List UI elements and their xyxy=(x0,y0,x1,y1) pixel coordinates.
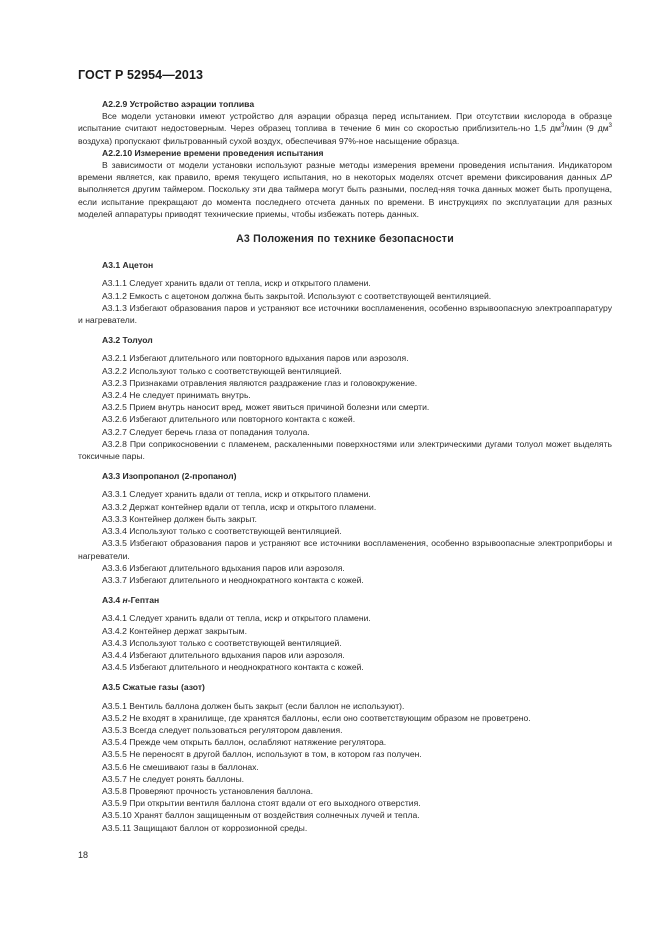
list-item: А3.2.1 Избегают длительного или повторного вдыхания паров или аэрозоля. xyxy=(102,353,409,364)
subsection-heading-a33: А3.3 Изопропанол (2-пропанол) xyxy=(102,471,237,482)
list-item: А3.5.4 Прежде чем открыть баллон, ослабляют натяжение регулятора. xyxy=(102,737,387,748)
list-item: А3.2.7 Следует беречь глаза от попадания толуола. xyxy=(102,426,310,437)
list-item: А3.1.2 Емкость с ацетоном должна быть закрытой. Используют с соответствующей вентиляцией. xyxy=(102,290,492,301)
list-item: А3.3.5 Избегают образования паров и устраняют все источники воспламенения, особенно взрывоопасные электроприборы и нагреватели. xyxy=(78,538,612,561)
list-item: А3.2.4 Не следует принимать внутрь. xyxy=(102,390,251,401)
list-item: А3.4.4 Избегают длительного вдыхания паров или аэрозоля. xyxy=(102,649,345,660)
list-item: А3.4.1 Следует хранить вдали от тепла, искр и открытого пламени. xyxy=(102,613,371,624)
list-item: А3.5.7 Не следует ронять баллоны. xyxy=(102,773,245,784)
list-item: А3.5.1 Вентиль баллона должен быть закрыт (если баллон не используют). xyxy=(102,700,405,711)
list-item: А3.5.10 Хранят баллон защищенным от воздействия солнечных лучей и тепла. xyxy=(102,810,420,821)
list-item: А3.1.1 Следует хранить вдали от тепла, искр и открытого пламени. xyxy=(102,278,371,289)
list-item: А3.5.11 Защищают баллон от коррозионной среды. xyxy=(102,822,308,833)
document-header: ГОСТ Р 52954—2013 xyxy=(78,68,204,82)
list-item: А3.5.5 Не переносят в другой баллон, используют в том, в котором газ получен. xyxy=(102,749,422,760)
page-content xyxy=(78,98,612,834)
list-item: А3.4.2 Контейнер держат закрытым. xyxy=(102,625,247,636)
paragraph-a229: Все модели установки имеют устройство для аэрации образца перед испытанием. При отсутствии кислорода в образце испытание считают недостоверным. Через образец топлива в течение 6 мин со скоростью приблизитель-но 1,5 $дм^3$/мин (9 $дм^3$ воздуха) пропускают фильтрованный сухой воздух, обеспечивая 97%-ное насыщение образца. xyxy=(78,111,613,146)
list-item: А3.3.1 Следует хранить вдали от тепла, искр и открытого пламени. xyxy=(102,489,371,500)
list-item: А3.3.7 Избегают длительного и неоднократного контакта с кожей. xyxy=(102,574,364,585)
list-item: А3.2.5 Прием внутрь наносит вред, может явиться причиной болезни или смерти. xyxy=(102,402,430,413)
list-item: А3.4.5 Избегают длительного и неоднократного контакта с кожей. xyxy=(102,662,364,673)
list-item: А3.3.4 Используют только с соответствующей вентиляцией. xyxy=(102,526,342,537)
list-item: А3.3.2 Держат контейнер вдали от тепла, искр и открытого пламени. xyxy=(102,501,377,512)
list-item: А3.1.3 Избегают образования паров и устраняют все источники воспламенения, особенно взрывоопасную электроаппаратуру и нагреватели. xyxy=(78,302,612,326)
list-item: А3.2.6 Избегают длительного или повторного контакта с кожей. xyxy=(102,414,356,425)
list-item: А3.5.9 При открытии вентиля баллона стоят вдали от его выходного отверстия. xyxy=(102,798,421,809)
subsection-heading-a35: А3.5 Сжатые газы (азот) xyxy=(102,682,205,693)
list-item: А3.2.2 Используют только с соответствующей вентиляцией. xyxy=(102,365,342,376)
list-item: А3.5.6 Не смешивают газы в баллонах. xyxy=(102,761,259,772)
list-item: А3.2.8 При соприкосновении с пламенем, раскаленными поверхностями или электрическими дугами толуол может выделять токсичные пары. xyxy=(78,438,612,462)
section-heading-a229: А2.2.9 Устройство аэрации топлива xyxy=(102,99,255,109)
list-item: А3.3.3 Контейнер должен быть закрыт. xyxy=(102,513,257,524)
subsection-heading-a31: А3.1 Ацетон xyxy=(102,260,154,271)
subsection-heading-a32: А3.2 Толуол xyxy=(102,335,153,346)
list-item: А3.4.3 Используют только с соответствующей вентиляцией. xyxy=(102,637,342,648)
section-heading-a2210: А2.2.10 Измерение времени проведения испытания xyxy=(102,147,324,158)
page-number: 18 xyxy=(78,850,89,860)
list-item: А3.5.3 Всегда следует пользоваться регулятором давления. xyxy=(102,724,343,735)
list-item: А3.5.8 Проверяют прочность установления баллона. xyxy=(102,785,313,796)
subsection-heading-a34: А3.4 н-Гептан xyxy=(102,595,160,606)
list-item: А3.5.2 Не входят в хранилище, где хранятся баллоны, если оно соответствующим образом не проветрено. xyxy=(102,712,531,723)
list-item: А3.3.6 Избегают длительного вдыхания паров или аэрозоля. xyxy=(102,562,345,573)
section-title-a3: А3 Положения по технике безопасности xyxy=(236,233,454,246)
list-item: А3.2.3 Признаками отравления являются раздражение глаз и головокружение. xyxy=(102,377,418,388)
paragraph-a2210: В зависимости от модели установки используют разные методы измерения времени проведения испытания. Индикатором времени является, как правило, время текущего испытания, но в некоторых моделях отсчет времени фиксирования данных ΔP выполняется другим таймером. Поскольку эти два таймера могут быть разными, послед-няя точка данных может быть пропущена, если испытание прекращают до момента последнего отсчета данных по времени. В инструкциях по эксплуатации для разных моделей аппаратуры приводят технические приемы, чтобы избежать потерь данных. xyxy=(78,160,612,219)
